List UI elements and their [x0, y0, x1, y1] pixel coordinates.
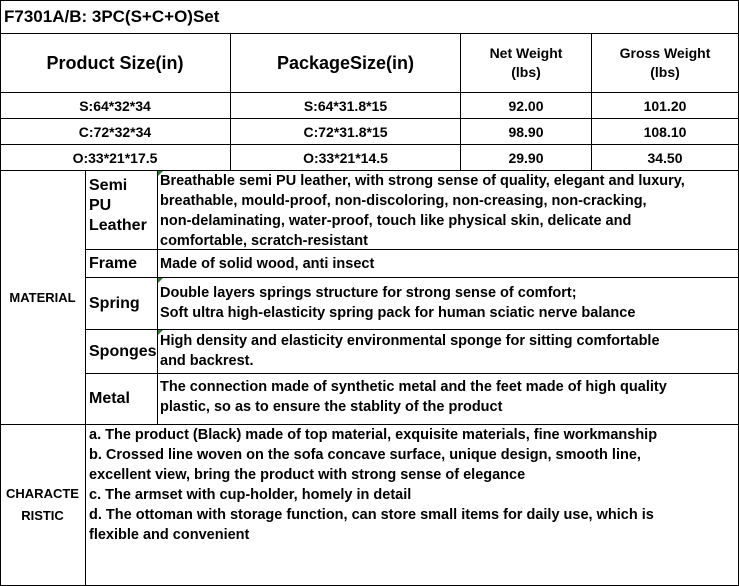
characteristic-line: d. The ottoman with storage function, can store small items for daily use, which is	[89, 507, 654, 523]
row-o-package-size: O:33*21*14.5	[231, 145, 461, 171]
characteristic-line: flexible and convenient	[89, 527, 250, 543]
row-o-product-size: O:33*21*17.5	[0, 145, 231, 171]
material-desc-line: and backrest.	[160, 353, 254, 369]
cell-comment-marker	[158, 330, 163, 335]
material-desc-frame: Made of solid wood, anti insect	[158, 250, 739, 278]
header-net-weight-line2: (lbs)	[511, 64, 541, 80]
cell-comment-marker	[158, 278, 163, 283]
header-net-weight-line1: Net Weight	[489, 45, 563, 61]
material-name-frame: Frame	[86, 250, 158, 278]
row-c-gross-weight: 108.10	[592, 119, 739, 145]
material-desc-semi-pu-leather	[158, 171, 739, 250]
material-desc-line: comfortable, scratch-resistant	[160, 233, 368, 249]
material-name-line: Semi	[89, 177, 128, 194]
material-label: MATERIAL	[0, 171, 86, 425]
characteristic-line: a. The product (Black) made of top material, exquisite materials, fine workmanship	[89, 427, 658, 443]
material-desc-line: Soft ultra high-elasticity spring pack for human sciatic nerve balance	[160, 305, 636, 321]
characteristic-label-line2: RISTIC	[21, 508, 64, 523]
material-desc-line: Breathable semi PU leather, with strong sense of quality, elegant and luxury,	[160, 173, 685, 189]
row-s-package-size: S:64*31.8*15	[231, 93, 461, 119]
material-desc-line: non-delaminating, water-proof, touch like physical skin, delicate and	[160, 213, 632, 229]
material-name-spring: Spring	[86, 278, 158, 330]
material-name-metal: Metal	[86, 374, 158, 425]
characteristic-label-line1: CHARACTE	[6, 486, 79, 501]
material-desc-line: High density and elasticity environmental sponge for sitting comfortable	[160, 333, 660, 349]
material-desc-line: The connection made of synthetic metal and the feet made of high quality	[160, 379, 667, 395]
header-product-size: Product Size(in)	[0, 34, 231, 93]
row-c-net-weight: 98.90	[461, 119, 592, 145]
characteristic-line: c. The armset with cup-holder, homely in detail	[89, 487, 412, 503]
material-name-line: Leather	[89, 217, 147, 234]
row-c-product-size: C:72*32*34	[0, 119, 231, 145]
material-name-semi-pu-leather	[86, 171, 158, 250]
material-desc-spring	[158, 278, 739, 330]
material-desc-sponges	[158, 330, 739, 374]
material-name-line: PU	[89, 197, 112, 214]
material-desc-line: breathable, mould-proof, non-discoloring, non-creasing, non-cracking,	[160, 193, 647, 209]
sheet-title: F7301A/B: 3PC(S+C+O)Set	[0, 0, 739, 34]
material-desc-line: plastic, so as to ensure the stablity of the product	[160, 399, 503, 415]
material-name-sponges: Sponges	[86, 330, 158, 374]
header-gross-weight-line1: Gross Weight	[619, 45, 711, 61]
characteristic-line: excellent view, bring the product with strong sense of elegance	[89, 467, 526, 483]
row-s-gross-weight: 101.20	[592, 93, 739, 119]
row-c-package-size: C:72*31.8*15	[231, 119, 461, 145]
material-desc-line: Double layers springs structure for strong sense of comfort;	[160, 285, 577, 301]
header-package-size: PackageSize(in)	[231, 34, 461, 93]
characteristic-desc	[86, 425, 739, 586]
characteristic-label	[0, 425, 86, 586]
header-gross-weight-line2: (lbs)	[650, 64, 680, 80]
cell-comment-marker	[158, 171, 163, 176]
row-o-net-weight: 29.90	[461, 145, 592, 171]
row-s-net-weight: 92.00	[461, 93, 592, 119]
characteristic-line: b. Crossed line woven on the sofa concave surface, unique design, smooth line,	[89, 447, 641, 463]
header-gross-weight	[592, 34, 739, 93]
header-net-weight	[461, 34, 592, 93]
row-o-gross-weight: 34.50	[592, 145, 739, 171]
material-desc-metal	[158, 374, 739, 425]
row-s-product-size: S:64*32*34	[0, 93, 231, 119]
